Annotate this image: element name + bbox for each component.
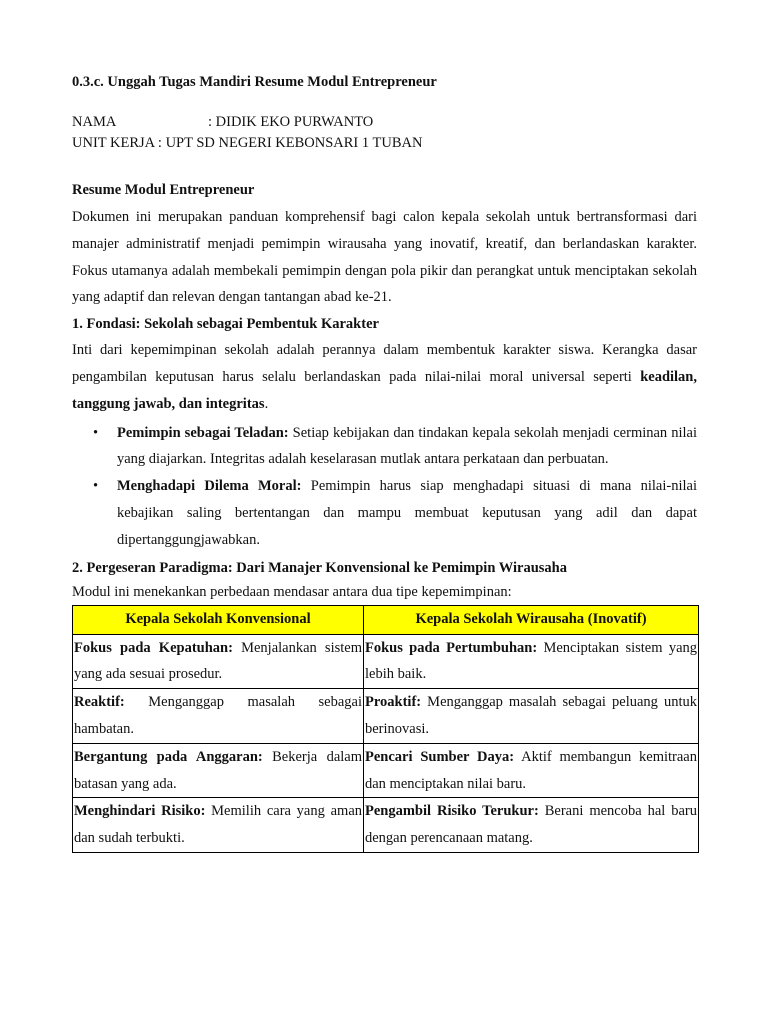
section1-text-after: . <box>264 395 269 412</box>
cell-text: Bekerja dalam batasan yang ada. <box>74 748 362 792</box>
table-cell <box>73 798 364 853</box>
cell-bold: Fokus pada Pertumbuhan: <box>365 639 538 656</box>
table-cell <box>73 634 364 689</box>
section1-paragraph <box>72 337 697 417</box>
header-conventional: Kepala Sekolah Konvensional <box>73 605 364 634</box>
section2-intro: Modul ini menekankan perbedaan mendasar antara dua tipe kepemimpinan: <box>72 583 512 600</box>
resume-heading: Resume Modul Entrepreneur <box>72 182 255 198</box>
table-row <box>73 743 699 798</box>
name-label: NAMA <box>72 114 117 130</box>
bullet-icon: • <box>93 478 99 495</box>
bullet-text: Pemimpin harus siap menghadapi situasi di mana nilai-nilai kebajikan saling bertentangan dan mampu membuat keputusan yang adil dan dapat dipertanggungjawabkan. <box>117 478 697 548</box>
table-cell <box>364 689 699 744</box>
cell-text: Aktif membangun kemitraan dan menciptakan nilai baru. <box>365 748 697 792</box>
cell-text: Berani mencoba hal baru dengan perencanaan matang. <box>365 803 697 847</box>
cell-text: Menciptakan sistem yang lebih baik. <box>365 639 698 683</box>
section1-text-before: Inti dari kepemimpinan sekolah adalah perannya dalam membentuk karakter siswa. Kerangka dasar pengambilan keputusan harus selalu berlandaskan pada nilai-nilai moral universal seperti <box>72 342 697 385</box>
cell-text: Menganggap masalah sebagai hambatan. <box>74 694 362 737</box>
table-row <box>73 689 699 744</box>
list-item <box>93 420 697 474</box>
table-header-row <box>73 605 699 634</box>
table-cell <box>364 798 699 853</box>
resume-intro: Dokumen ini merupakan panduan komprehensif bagi calon kepala sekolah untuk bertransformasi dari manajer administratif menjadi pemimpin wirausaha yang inovatif, kreatif, dan berlandaskan karakter. Fokus utamanya adalah membekali pemimpin dengan pola pikir dan perangkat untuk menciptakan sekolah yang adaptif dan relevan dengan tantangan abad ke-21. <box>72 209 697 306</box>
bullet-icon: • <box>93 424 99 441</box>
identity-block <box>72 112 697 154</box>
table-cell <box>73 689 364 744</box>
table-cell <box>73 743 364 798</box>
name-value: : DIDIK EKO PURWANTO <box>208 114 374 130</box>
cell-text: Menjalankan sistem yang ada sesuai prosedur. <box>74 639 362 683</box>
header-entrepreneur: Kepala Sekolah Wirausaha (Inovatif) <box>364 605 699 634</box>
cell-bold: Bergantung pada Anggaran: <box>74 748 263 765</box>
cell-bold: Pencari Sumber Daya: <box>365 748 515 765</box>
section1-heading: 1. Fondasi: Sekolah sebagai Pembentuk Karakter <box>72 316 379 333</box>
comparison-table <box>72 605 699 853</box>
table-cell <box>364 743 699 798</box>
bullet-text: Setiap kebijakan dan tindakan kepala sekolah menjadi cerminan nilai yang diajarkan. Integritas adalah keselarasan mutlak antara perkataan dan perbuatan. <box>117 424 697 468</box>
cell-text: Memilih cara yang aman dan sudah terbukti. <box>74 803 362 847</box>
section1-text-bold: keadilan, tanggung jawab, dan integritas <box>72 368 697 412</box>
cell-bold: Reaktif: <box>74 694 125 711</box>
table-row <box>73 798 699 853</box>
section2-heading: 2. Pergeseran Paradigma: Dari Manajer Konvensional ke Pemimpin Wirausaha <box>72 559 567 576</box>
section1-bullet-list <box>72 420 697 554</box>
name-row <box>72 112 697 133</box>
cell-bold: Fokus pada Kepatuhan: <box>74 639 233 656</box>
document-title: 0.3.c. Unggah Tugas Mandiri Resume Modul Entrepreneur <box>72 74 437 90</box>
bullet-bold: Menghadapi Dilema Moral: <box>117 478 302 495</box>
document-page <box>72 70 697 853</box>
cell-bold: Proaktif: <box>365 694 422 711</box>
table-cell <box>364 634 699 689</box>
cell-text: Menganggap masalah sebagai peluang untuk berinovasi. <box>365 694 697 737</box>
table-row <box>73 634 699 689</box>
list-item <box>93 473 697 553</box>
bullet-bold: Pemimpin sebagai Teladan: <box>117 424 289 441</box>
cell-bold: Pengambil Risiko Terukur: <box>365 803 539 820</box>
unit-row: UNIT KERJA : UPT SD NEGERI KEBONSARI 1 TUBAN <box>72 135 423 151</box>
cell-bold: Menghindari Risiko: <box>74 803 206 820</box>
